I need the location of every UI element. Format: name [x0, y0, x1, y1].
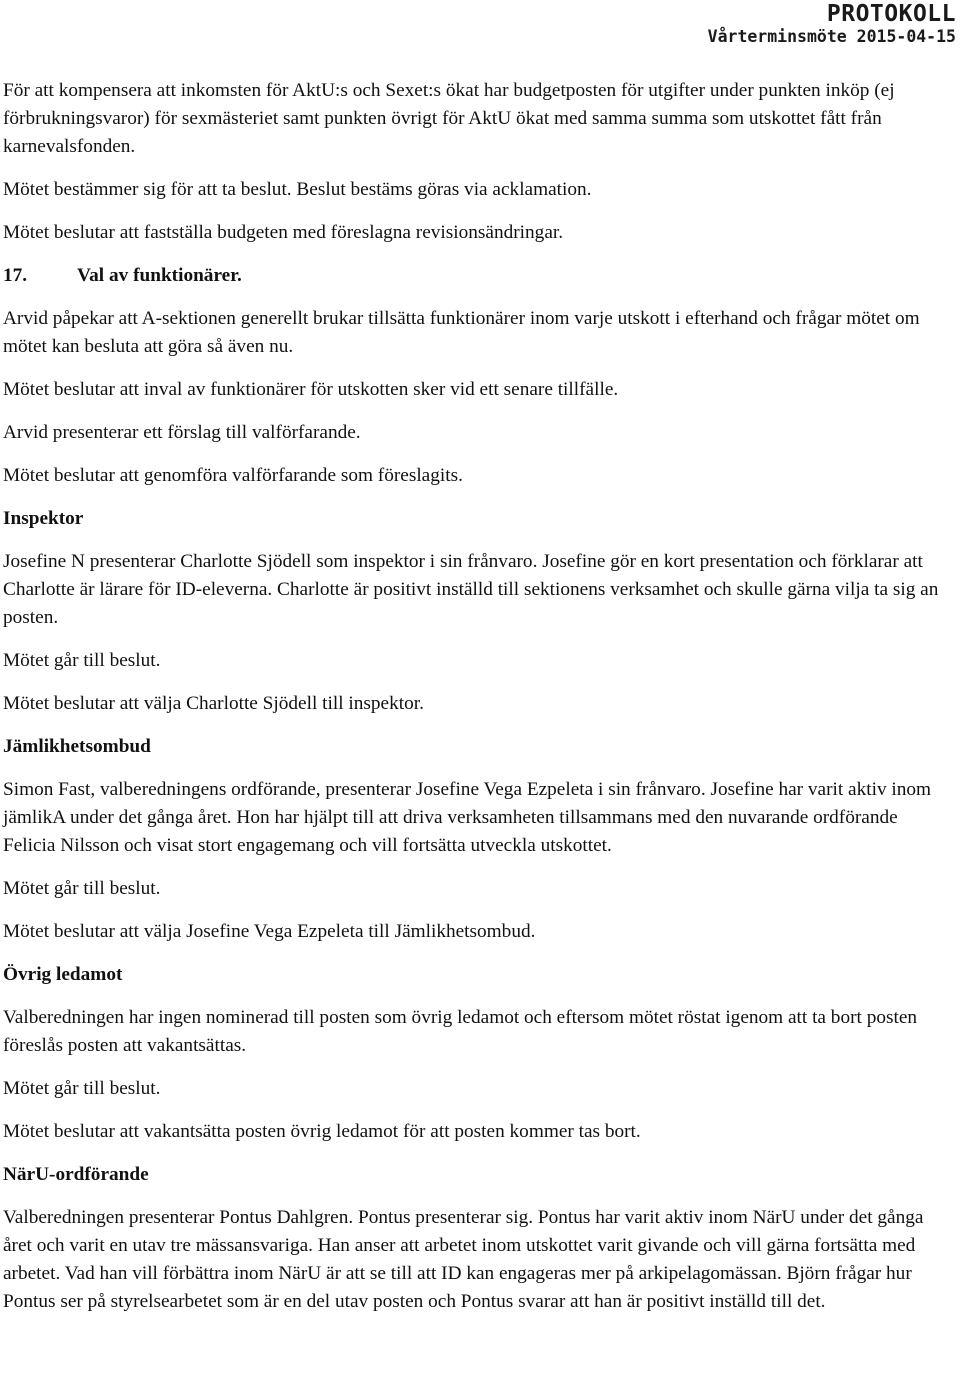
paragraph-jamlikhet-presentation: Simon Fast, valberedningens ordförande, presenterar Josefine Vega Ezpeleta i sin frånvaro. Josefine har varit aktiv inom jämlikA under det gånga året. Hon har hjälpt till att driva verksamheten tillsammans med den nuvarande ordförande Felicia Nilsson och visat stort engagemang och vill fortsätta utveckla utskottet.: [3, 779, 932, 856]
heading-jamlikhetsombud: Jämlikhetsombud: [3, 736, 151, 757]
paragraph-arvid-proposal: Arvid presenterar ett förslag till valförfarande.: [3, 422, 361, 443]
heading-naru-ordforande: NärU-ordförande: [3, 1164, 149, 1185]
paragraph-inspektor-to-decision: Mötet går till beslut.: [3, 650, 161, 671]
paragraph-budget-decision: Mötet beslutar att fastställa budgeten med föreslagna revisionsändringar.: [3, 222, 564, 243]
document-body: [3, 77, 953, 1331]
paragraph-decision-method: Mötet bestämmer sig för att ta beslut. Beslut bestäms göras via acklamation.: [3, 179, 592, 200]
paragraph-election-decision: Mötet beslutar att inval av funktionärer för utskotten sker vid ett senare tillfälle.: [3, 379, 619, 400]
paragraph-arvid-note: Arvid påpekar att A-sektionen generellt brukar tillsätta funktionärer inom varje utskott i efterhand och frågar mötet om mötet kan besluta att göra så även nu.: [3, 308, 920, 357]
paragraph-inspektor-presentation: Josefine N presenterar Charlotte Sjödell som inspektor i sin frånvaro. Josefine gör en kort presentation och förklarar att Charlotte är lärare för ID-eleverna. Charlotte är positivt inställd till sektionens verksamhet och skulle gärna vilja ta sig an posten.: [3, 551, 939, 628]
paragraph-procedure-decision: Mötet beslutar att genomföra valförfarande som föreslagits.: [3, 465, 463, 486]
section-number: 17.: [3, 265, 28, 286]
page-header: [708, 0, 956, 48]
heading-ovrig-ledamot: Övrig ledamot: [3, 964, 123, 985]
meeting-date: Vårterminsmöte 2015-04-15: [707, 27, 956, 46]
paragraph-jamlikhet-to-decision: Mötet går till beslut.: [3, 878, 161, 899]
paragraph-ovrig-to-decision: Mötet går till beslut.: [3, 1078, 161, 1099]
paragraph-budget: För att kompensera att inkomsten för AktU:s och Sexet:s ökat har budgetposten för utgifter under punkten inköp (ej förbrukningsvaror) för sexmästeriet samt punkten övrigt för AktU ökat med samma summa som utskottet fått från karnevalsfonden.: [3, 80, 895, 157]
paragraph-ovrig-decision: Mötet beslutar att vakantsätta posten övrig ledamot för att posten kommer tas bort.: [3, 1121, 641, 1142]
heading-inspektor: Inspektor: [3, 508, 84, 529]
paragraph-inspektor-decision: Mötet beslutar att välja Charlotte Sjödell till inspektor.: [3, 693, 424, 714]
paragraph-jamlikhet-decision: Mötet beslutar att välja Josefine Vega Ezpeleta till Jämlikhetsombud.: [3, 921, 536, 942]
section-title: Val av funktionärer.: [77, 265, 242, 286]
section-heading: [3, 262, 953, 290]
paragraph-naru-presentation: Valberedningen presenterar Pontus Dahlgren. Pontus presenterar sig. Pontus har varit aktiv inom NärU under det gånga året och varit en utav tre mässansvariga. Han anser att arbetet inom utskottet varit givande och vill gärna fortsätta med arbetet. Vad han vill förbättra inom NärU är att se till att ID kan engageras mer på arkipelagomässan. Björn frågar hur Pontus ser på styrelsearbetet som är en del utav posten och Pontus svarar att han är positivt inställd till det.: [3, 1207, 924, 1312]
document-title: PROTOKOLL: [826, 1, 956, 27]
paragraph-ovrig-presentation: Valberedningen har ingen nominerad till posten som övrig ledamot och eftersom mötet röstat igenom att ta bort posten föreslås posten att vakantsättas.: [3, 1007, 918, 1056]
